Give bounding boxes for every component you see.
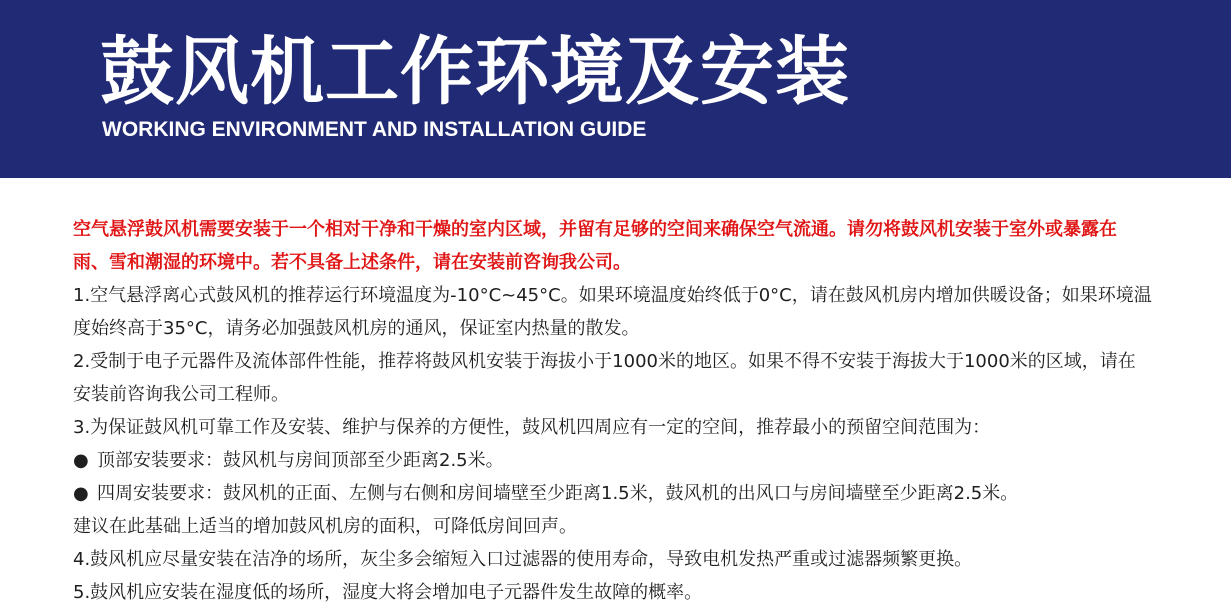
content-body bbox=[73, 213, 1183, 609]
bullet-item bbox=[73, 477, 1183, 510]
body-line: 3.为保证鼓风机可靠工作及安装、维护与保养的方便性，鼓风机四周应有一定的空间，推荐最小的预留空间范围为： bbox=[73, 417, 991, 438]
body-line: 2.受制于电子元器件及流体部件性能，推荐将鼓风机安装于海拔小于1000米的地区。如果不得不安装于海拔大于1000米的区域，请在 bbox=[73, 351, 1136, 372]
bullet-item bbox=[73, 444, 1183, 477]
warning-line: 空气悬浮鼓风机需要安装于一个相对干净和干燥的室内区域，并留有足够的空间来确保空气流通。请勿将鼓风机安装于室外或暴露在 bbox=[73, 219, 1117, 240]
body-line: 5.鼓风机应安装在湿度低的场所，湿度大将会增加电子元器件发生故障的概率。 bbox=[73, 582, 703, 603]
body-line: 度始终高于35°C，请务必加强鼓风机房的通风，保证室内热量的散发。 bbox=[73, 318, 640, 339]
body-line: 安装前咨询我公司工程师。 bbox=[73, 384, 289, 405]
bullet-dot-icon: ● bbox=[73, 450, 89, 471]
bullet-text: 顶部安装要求：鼓风机与房间顶部至少距离2.5米。 bbox=[97, 450, 504, 471]
bullet-text: 四周安装要求：鼓风机的正面、左侧与右侧和房间墙壁至少距离1.5米，鼓风机的出风口与房间墙壁至少距离2.5米。 bbox=[97, 483, 1019, 504]
page-title: 鼓风机工作环境及安装 bbox=[100, 29, 850, 115]
bullet-dot-icon: ● bbox=[73, 483, 89, 504]
body-line: 建议在此基础上适当的增加鼓风机房的面积，可降低房间回声。 bbox=[73, 516, 577, 537]
body-line: 4.鼓风机应尽量安装在洁净的场所，灰尘多会缩短入口过滤器的使用寿命，导致电机发热严重或过滤器频繁更换。 bbox=[73, 549, 973, 570]
header-banner bbox=[0, 0, 1231, 178]
warning-line: 雨、雪和潮湿的环境中。若不具备上述条件，请在安装前咨询我公司。 bbox=[73, 252, 631, 273]
body-line: 1.空气悬浮离心式鼓风机的推荐运行环境温度为-10°C~45°C。如果环境温度始终低于0°C，请在鼓风机房内增加供暖设备；如果环境温 bbox=[73, 285, 1152, 306]
page-subtitle: WORKING ENVIRONMENT AND INSTALLATION GUIDE bbox=[102, 118, 647, 141]
